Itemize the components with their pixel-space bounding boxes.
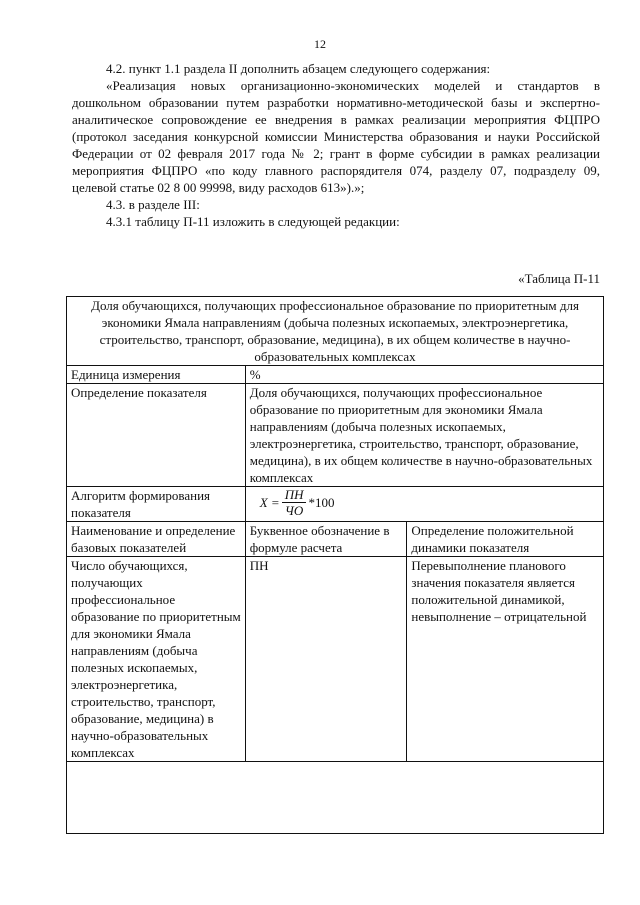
unit-label: Единица измерения [67,366,246,384]
base-indicator-symbol: ПН [245,557,407,762]
paragraph: 4.3. в разделе III: [106,197,200,212]
algorithm-row [67,487,604,522]
page-number: 12 [314,37,326,51]
table-row [67,557,604,762]
column-header: Определение положительной динамики показателя [407,522,604,557]
indicator-table [66,296,604,762]
formula-denominator: ЧО [284,503,304,518]
unit-value: % [245,366,603,384]
header-row [67,522,604,557]
paragraph: 4.3.1 таблицу П-11 изложить в следующей редакции: [106,214,400,229]
formula-cell [245,487,603,522]
formula-fraction [282,487,307,518]
body-text [72,60,600,230]
table-caption: «Таблица П-11 [518,271,600,286]
definition-label: Определение показателя [67,384,246,487]
table-title: Доля обучающихся, получающих профессиональное образование по приоритетным для экономики Ямала направлениям (добыча полезных ископаемых, электроэнергетика, строительство, транспорт, образование, медицина), в их общем количестве в научно-образовательных комплексах [67,297,604,366]
column-header: Наименование и определение базовых показателей [67,522,246,557]
definition-row [67,384,604,487]
base-indicator-dynamics: Перевыполнение планового значения показателя является положительной динамикой, невыполнение – отрицательной [407,557,604,762]
table-title-row [67,297,604,366]
unit-row [67,366,604,384]
definition-value: Доля обучающихся, получающих профессиональное образование по приоритетным для экономики Ямала направлениям (добыча полезных ископаемых, электроэнергетика, строительство, транспорт, образование, медицина), в их общем количестве в научно-образовательных комплексах [245,384,603,487]
formula [250,487,335,518]
base-indicator-name: Число обучающихся, получающих профессиональное образование по приоритетным для экономики Ямала направлениям (добыча полезных ископаемых, электроэнергетика, строительство, транспорт, образование, медицина) в научно-образовательных комплексах [67,557,246,762]
paragraph: «Реализация новых организационно-экономических моделей и стандартов в дошкольном образовании путем разработки нормативно-методической базы и экспертно-аналитическое сопровождение ее внедрения в рамках реализации мероприятия ФЦПРО (протокол заседания конкурсной комиссии Министерства образования и науки Российской Федерации от 02 февраля 2017 года № 2; грант в форме субсидии в рамках реализации мероприятия ФЦПРО «по коду главного распорядителя 074, разделу 07, подразделу 09, целевой статье 02 8 00 99998, виду расходов 613»).»; [72,78,600,195]
paragraph: 4.2. пункт 1.1 раздела II дополнить абзацем следующего содержания: [106,61,491,76]
column-header: Буквенное обозначение в формуле расчета [245,522,407,557]
formula-multiplier: *100 [308,495,335,510]
formula-numerator: ПН [282,487,307,503]
formula-lhs: X = [259,495,280,510]
algorithm-label: Алгоритм формирования показателя [67,487,246,522]
